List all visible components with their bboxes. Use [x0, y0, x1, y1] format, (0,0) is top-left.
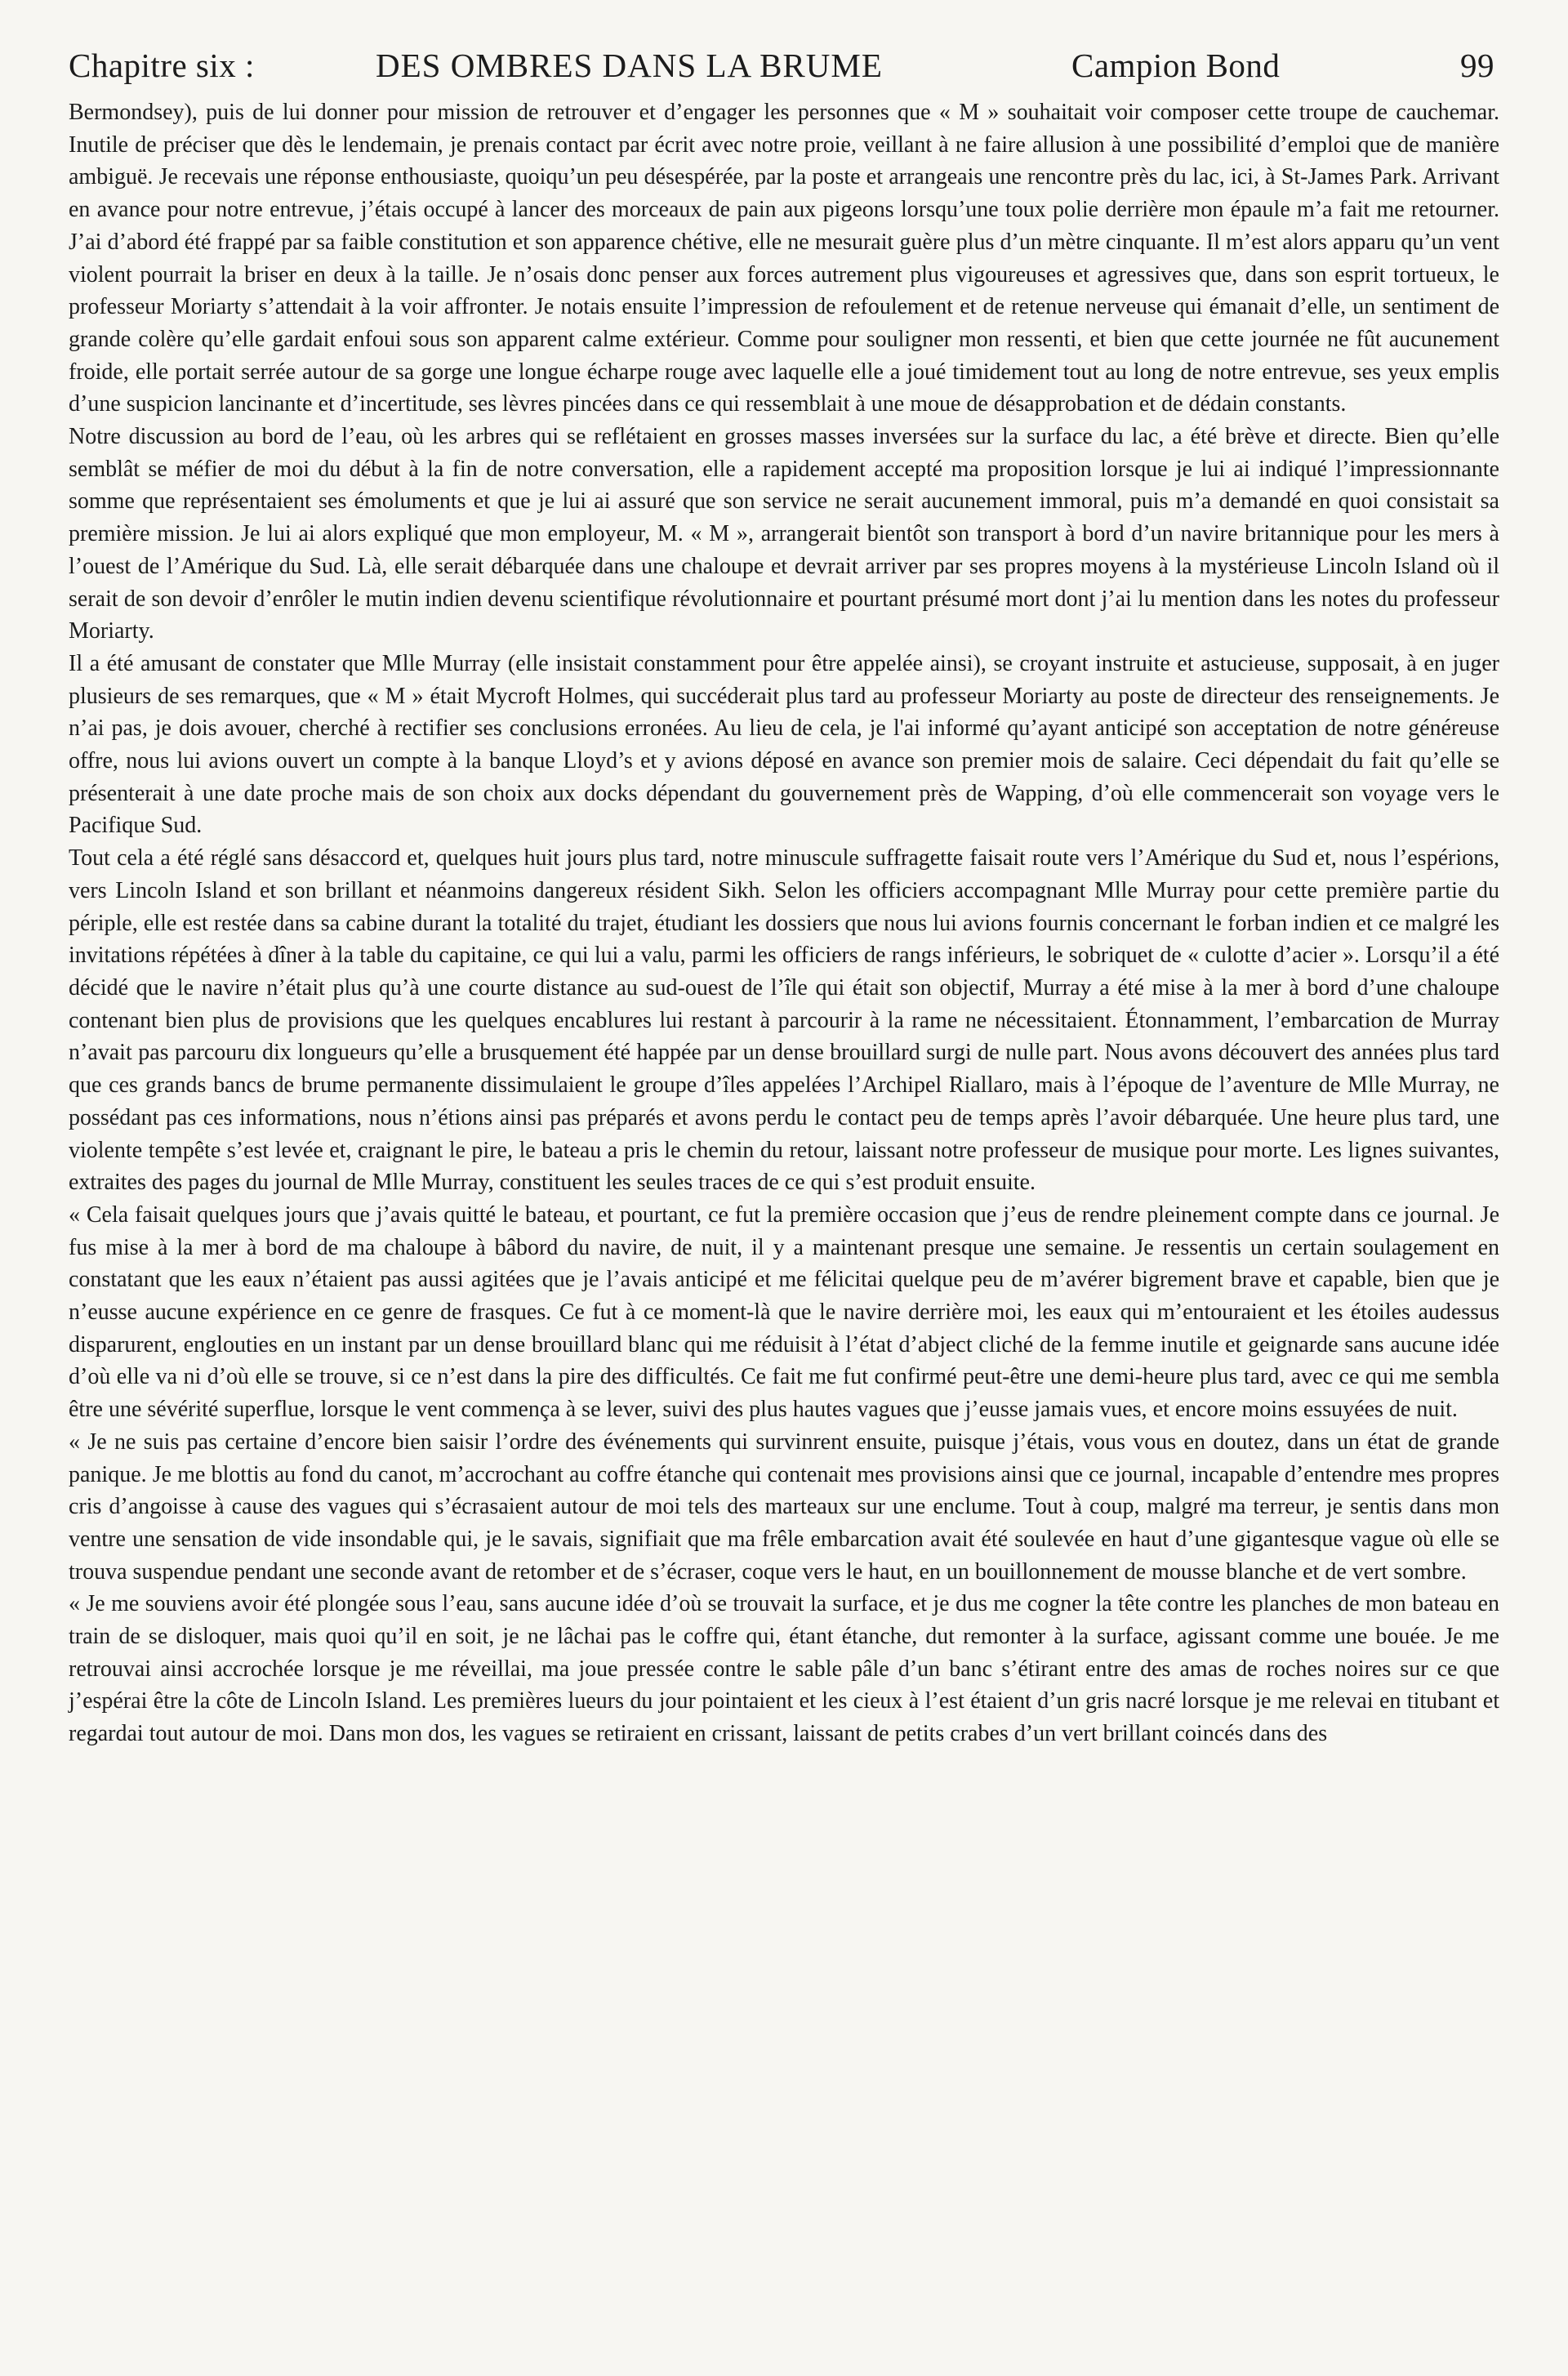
book-page: [69, 46, 1499, 1750]
chapter-title: DES OMBRES DANS LA BRUME: [376, 47, 883, 84]
body-text: [69, 96, 1499, 1750]
page-number: 99: [1460, 47, 1494, 84]
paragraph: Notre discussion au bord de l’eau, où les arbres qui se reflétaient en grosses masses inversées sur la surface du lac, a été brève et directe. Bien qu’elle semblât se méfier de moi du début à la fin de notre conversation, elle a rapidement accepté ma proposition lorsque je lui ai indiqué l’impressionnante somme que représentaient ses émoluments et que je lui ai assuré que son service ne serait aucunement immoral, puis m’a demandé en quoi consistait sa première mission. Je lui ai alors expliqué que mon employeur, M. « M », arrangerait bientôt son transport à bord d’un navire britannique pour les mers à l’ouest de l’Amérique du Sud. Là, elle serait débarquée dans une chaloupe et devrait arriver par ses propres moyens à la mystérieuse Lincoln Island où il serait de son devoir d’enrôler le mutin indien devenu scientifique révolutionnaire et pourtant présumé mort dont j’ai lu mention dans les notes du professeur Moriarty.: [69, 424, 1499, 644]
running-header: [69, 46, 1499, 91]
chapter-label: Chapitre six :: [69, 47, 255, 84]
paragraph: « Je me souviens avoir été plongée sous l’eau, sans aucune idée d’où se trouvait la surface, et je dus me cogner la tête contre les planches de mon bateau en train de se disloquer, mais quoi qu’il en soit, je ne lâchai pas le coffre qui, étant étanche, dut remonter à la surface, agissant comme une bouée. Je me retrouvai ainsi accrochée lorsque je me réveillai, ma joue pressée contre le sable pâle d’un banc s’étirant entre des amas de roches noires sur ce que j’espérai être la côte de Lincoln Island. Les premières lueurs du jour pointaient et les cieux à l’est étaient d’un gris nacré lorsque je me relevai en titubant et regardai tout autour de moi. Dans mon dos, les vagues se retiraient en crissant, laissant de petits crabes d’un vert brillant coincés dans des: [69, 1591, 1499, 1747]
paragraph: Tout cela a été réglé sans désaccord et, quelques huit jours plus tard, notre minuscule suffragette faisait route vers l’Amérique du Sud et, nous l’espérions, vers Lincoln Island et son brillant et néanmoins dangereux résident Sikh. Selon les officiers accompagnant Mlle Murray pour cette première partie du périple, elle est restée dans sa cabine durant la totalité du trajet, étudiant les dossiers que nous lui avions fournis concernant le forban indien et ce malgré les invitations répétées à dîner à la table du capitaine, ce qui lui a valu, parmi les officiers de rangs inférieurs, le sobriquet de « culotte d’acier ». Lorsqu’il a été décidé que le navire n’était plus qu’à une courte distance au sud-ouest de l’île qui était son objectif, Murray a été mise à la mer à bord d’une chaloupe contenant bien plus de provisions que les quelques encablures lui restant à parcourir à la rame ne nécessitaient. Étonnamment, l’embarcation de Murray n’avait pas parcouru dix longueurs qu’elle a brusquement été happée par un dense brouillard surgi de nulle part. Nous avons découvert des années plus tard que ces grands bancs de brume permanente dissimulaient le groupe d’îles appelées l’Archipel Riallaro, mais à l’époque de l’aventure de Mlle Murray, ne possédant pas ces informations, nous n’étions ainsi pas préparés et avons perdu le contact peu de temps après l’avoir débarquée. Une heure plus tard, une violente tempête s’est levée et, craignant le pire, le bateau a pris le chemin du retour, laissant notre professeur de musique pour morte. Les lignes suivantes, extraites des pages du journal de Mlle Murray, constituent les seules traces de ce qui s’est produit ensuite.: [69, 845, 1499, 1196]
chapter-author: Campion Bond: [1071, 47, 1281, 84]
paragraph: Bermondsey), puis de lui donner pour mission de retrouver et d’engager les personnes que « M » souhaitait voir composer cette troupe de cauchemar. Inutile de préciser que dès le lendemain, je prenais contact par écrit avec notre proie, veillant à ne faire allusion à une possibilité d’emploi que de manière ambiguë. Je recevais une réponse enthousiaste, quoiqu’un peu désespérée, par la poste et arrangeais une rencontre près du lac, ici, à St-James Park. Arrivant en avance pour notre entrevue, j’étais occupé à lancer des morceaux de pain aux pigeons lorsqu’une toux polie derrière mon épaule m’a fait me retourner. J’ai d’abord été frappé par sa faible constitution et son apparence chétive, elle ne mesurait guère plus d’un mètre cinquante. Il m’est alors apparu qu’un vent violent pourrait la briser en deux à la taille. Je n’osais donc penser aux forces autrement plus vigoureuses et agressives que, dans son esprit tortueux, le professeur Moriarty s’attendait à la voir affronter. Je notais ensuite l’impression de refoulement et de retenue nerveuse qui émanait d’elle, un sentiment de grande colère qu’elle gardait enfoui sous son apparent calme extérieur. Comme pour souligner mon ressenti, et bien que cette journée ne fût aucunement froide, elle portait serrée autour de sa gorge une longue écharpe rouge avec laquelle elle a joué timidement tout au long de notre entrevue, ses yeux emplis d’une suspicion lancinante et d’incertitude, ses lèvres pincées dans ce qui ressemblait à une moue de désapprobation et de dédain constants.: [69, 100, 1499, 417]
paragraph: « Cela faisait quelques jours que j’avais quitté le bateau, et pourtant, ce fut la première occasion que j’eus de rendre pleinement compte dans ce journal. Je fus mise à la mer à bord de ma chaloupe à bâbord du navire, de nuit, il y a maintenant presque une semaine. Je ressentis un certain soulagement en constatant que les eaux n’étaient pas aussi agitées que je l’avais anticipé et me félicitai quelque peu de m’avérer bigrement brave et capable, bien que je n’eusse aucune expérience en ce genre de frasques. Ce fut à ce moment-là que le navire derrière moi, les eaux qui m’entouraient et les étoiles audessus disparurent, englouties en un instant par un dense brouillard blanc qui me réduisit à l’état d’abject cliché de la femme inutile et geignarde sans aucune idée d’où elle va ni d’où elle se trouve, si ce n’est dans la pire des difficultés. Ce fait me fut confirmé peut-être une demi-heure plus tard, avec ce qui me sembla être une sévérité superflue, lorsque le vent commença à se lever, suivi des plus hautes vagues que j’eusse jamais vues, et encore moins essuyées de nuit.: [69, 1201, 1499, 1423]
paragraph: Il a été amusant de constater que Mlle Murray (elle insistait constamment pour être appelée ainsi), se croyant instruite et astucieuse, supposait, à en juger plusieurs de ses remarques, que « M » était Mycroft Holmes, qui succéderait plus tard au professeur Moriarty au poste de directeur des renseignements. Je n’ai pas, je dois avouer, cherché à rectifier ses conclusions erronées. Au lieu de cela, je l'ai informé qu’ayant anticipé son acceptation de notre généreuse offre, nous lui avions ouvert un compte à la banque Lloyd’s et y avions déposé en avance son premier mois de salaire. Ceci dépendait du fait qu’elle se présenterait à une date proche mais de son choix aux docks dépendant du gouvernement près de Wapping, d’où elle commencerait son voyage vers le Pacifique Sud.: [69, 650, 1499, 839]
paragraph: « Je ne suis pas certaine d’encore bien saisir l’ordre des événements qui survinrent ensuite, puisque j’étais, vous vous en doutez, dans un état de grande panique. Je me blottis au fond du canot, m’accrochant au coffre étanche qui contenait mes provisions ainsi que ce journal, incapable d’entendre mes propres cris d’angoisse à cause des vagues qui s’écrasaient autour de moi tels des marteaux sur une enclume. Tout à coup, malgré ma terreur, je sentis dans mon ventre une sensation de vide insondable qui, je le savais, signifiait que ma frêle embarcation avait été soulevée en haut d’une gigantesque vague où elle se trouva suspendue pendant une seconde avant de retomber et de s’écraser, coque vers le haut, en un bouillonnement de mousse blanche et de vert sombre.: [69, 1429, 1499, 1585]
